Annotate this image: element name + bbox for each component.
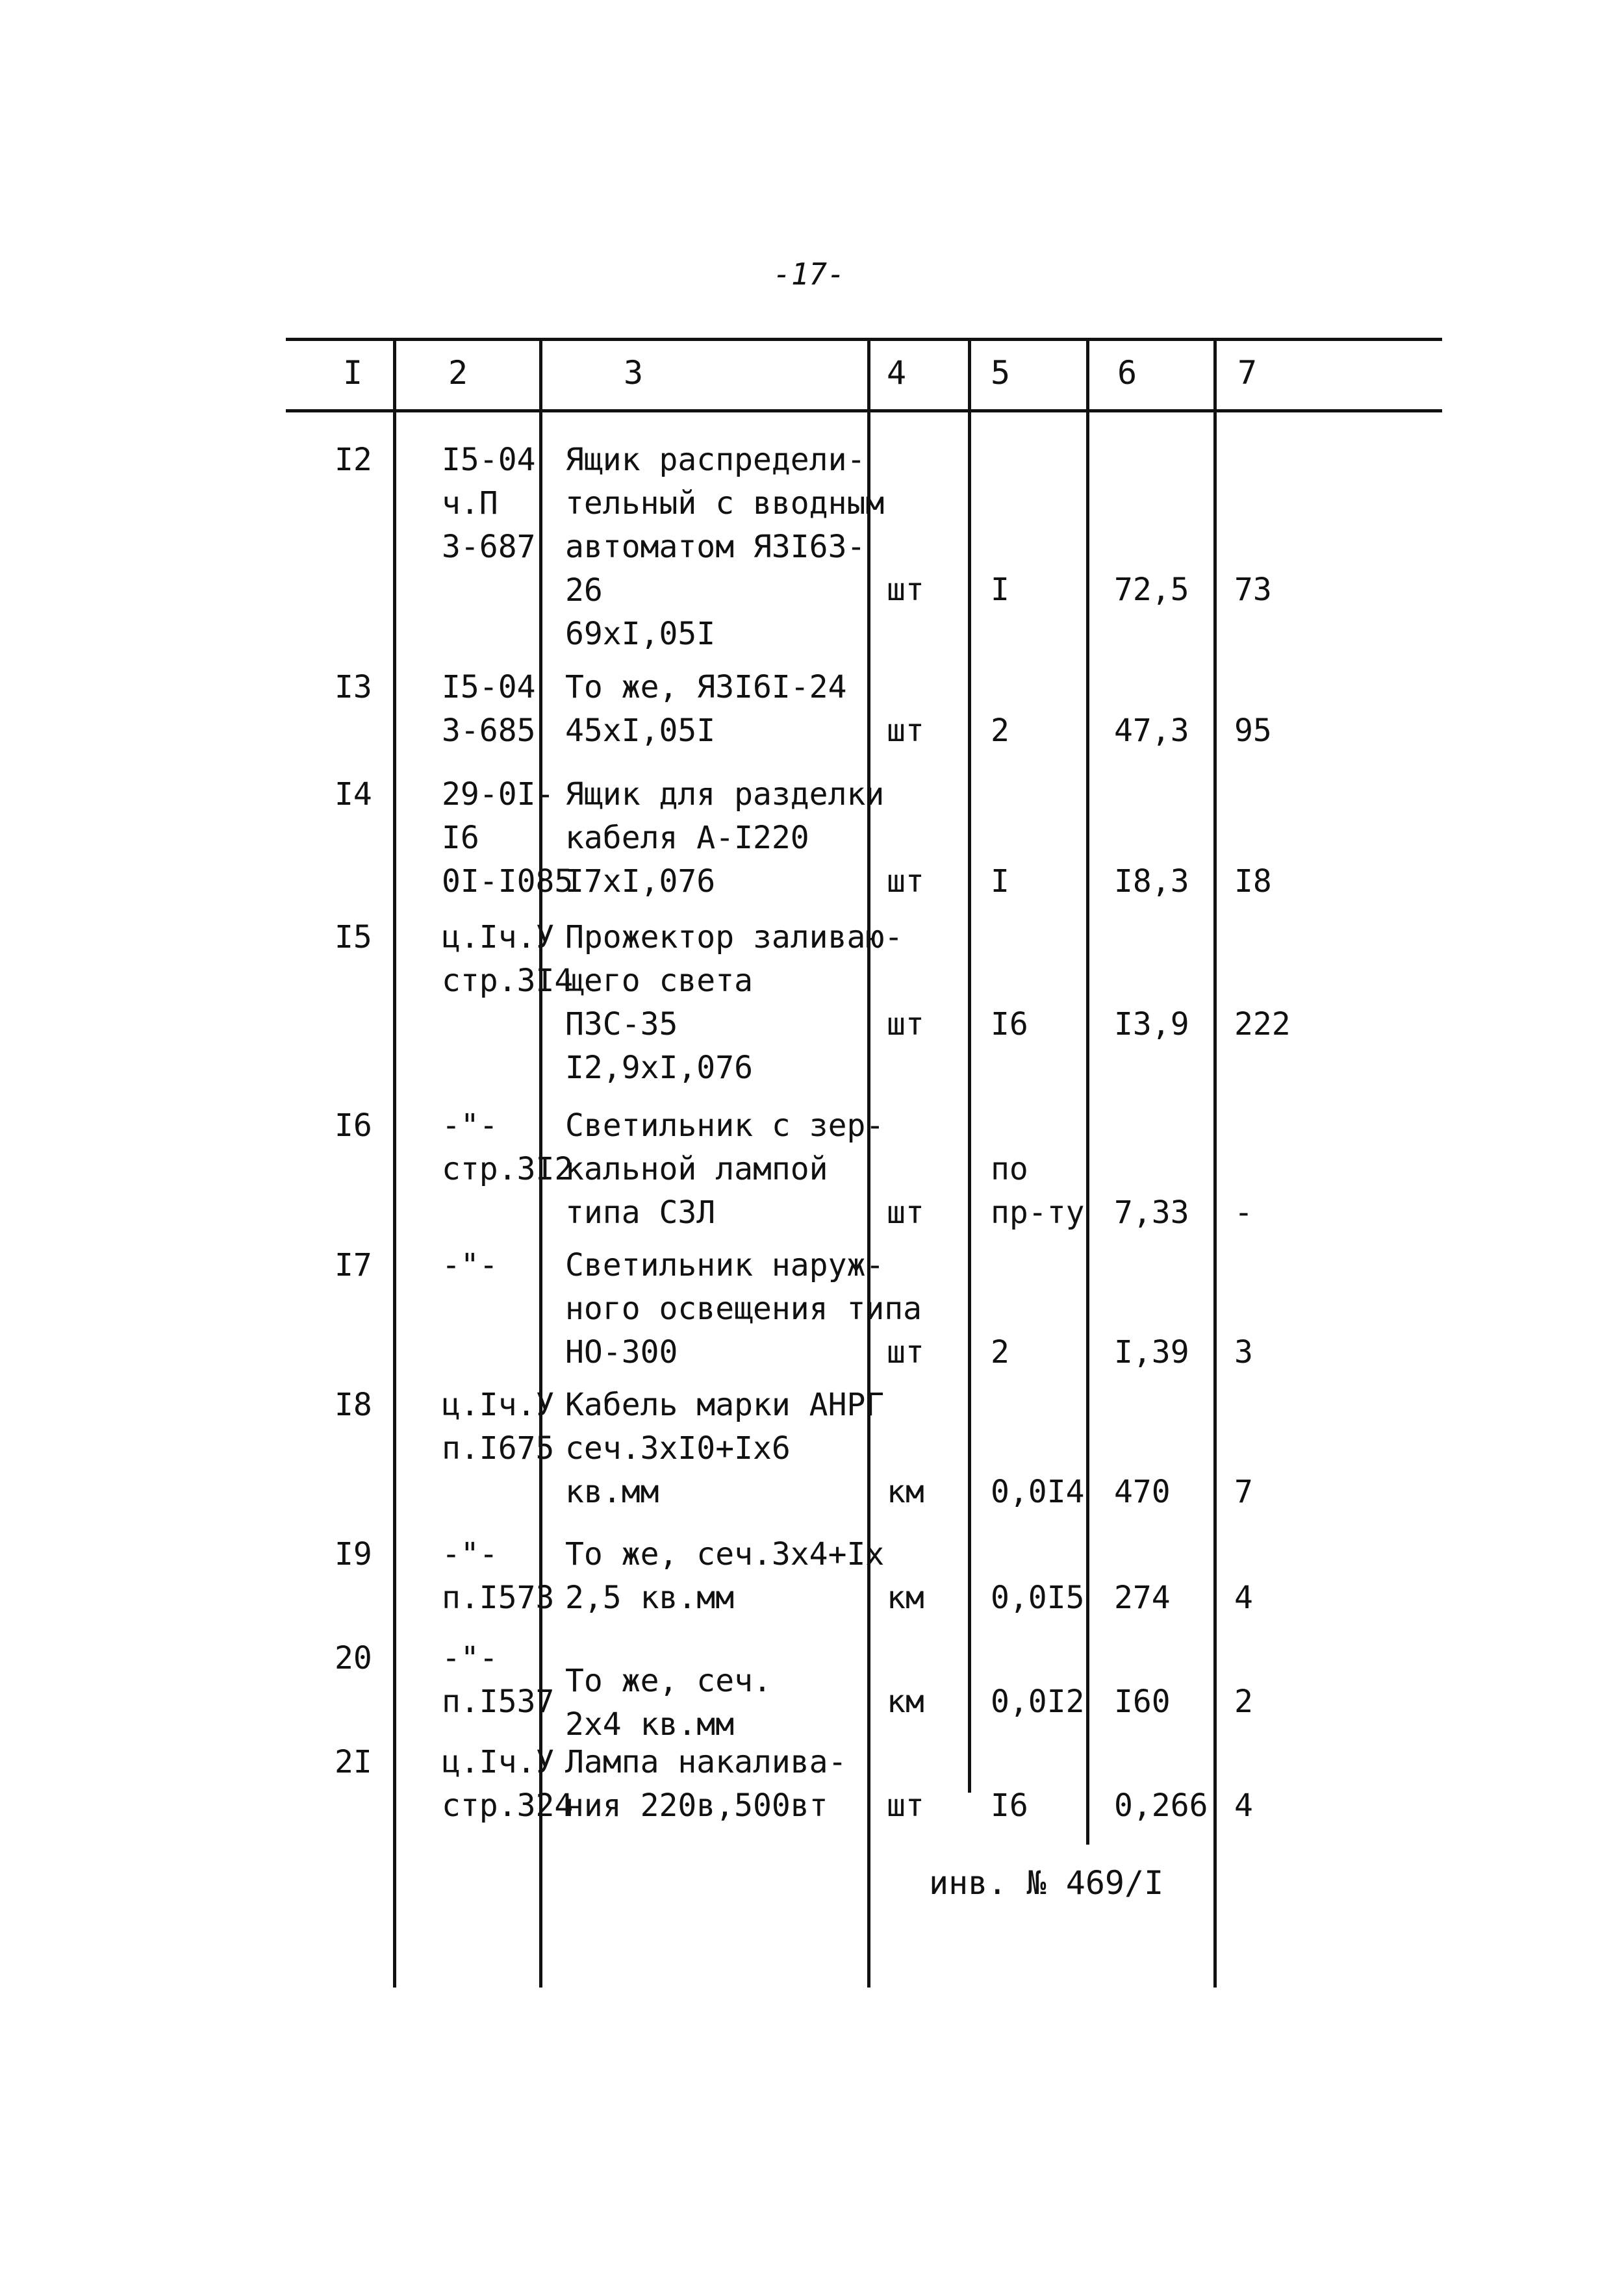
- row-8-col-1: I9: [335, 1536, 372, 1572]
- row-4-col-1: I5: [335, 919, 372, 955]
- row-7-col-4: км: [887, 1474, 924, 1510]
- col-divider-1: [393, 338, 396, 1988]
- row-9-col-5: 0,0I2: [991, 1684, 1085, 1720]
- row-9-col-1: 20: [335, 1640, 372, 1676]
- column-header-4: 4: [887, 354, 907, 392]
- row-1-col-3: Ящик распредели- тельный с вводным автоматом ЯЗI63- 26 69xI,05I: [565, 442, 885, 652]
- row-5-col-2: -"- стр.3I2: [442, 1107, 574, 1187]
- row-9-col-7: 2: [1234, 1684, 1253, 1720]
- row-3-col-1: I4: [335, 776, 372, 813]
- row-4-col-5: I6: [991, 1006, 1028, 1042]
- row-1-col-1: I2: [335, 442, 372, 478]
- row-10-col-4: шт: [887, 1787, 924, 1824]
- row-9-col-3: То же, сеч. 2x4 кв.мм: [565, 1663, 772, 1743]
- row-10-col-7: 4: [1234, 1787, 1253, 1824]
- row-10-col-3: Лампа накалива- ния 220в,500вт: [565, 1744, 847, 1824]
- column-header-5: 5: [991, 354, 1011, 392]
- row-2-col-1: I3: [335, 669, 372, 705]
- col-divider-5: [1086, 338, 1089, 1845]
- row-4-col-2: ц.Iч.У стр.3I4: [442, 919, 574, 999]
- row-8-col-2: -"- п.I573: [442, 1536, 555, 1616]
- row-4-col-4: шт: [887, 1006, 924, 1042]
- row-8-col-5: 0,0I5: [991, 1580, 1085, 1616]
- top-rule: [286, 338, 1442, 341]
- row-7-col-6: 470: [1114, 1474, 1171, 1510]
- row-3-col-3: Ящик для разделки кабеля А-I220 I7xI,076: [565, 776, 885, 900]
- col-divider-6: [1213, 338, 1217, 1988]
- row-2-col-3: То же, ЯЗI6I-24 45xI,05I: [565, 669, 847, 749]
- page-number: -17-: [773, 257, 845, 292]
- row-1-col-6: 72,5: [1114, 572, 1189, 608]
- row-4-col-3: Прожектор заливаю- щего света ПЗС-35 I2,9xI,076: [565, 919, 904, 1086]
- column-header-6: 6: [1117, 354, 1137, 392]
- column-header-7: 7: [1237, 354, 1258, 392]
- row-10-col-1: 2I: [335, 1744, 372, 1780]
- row-8-col-3: То же, сеч.3x4+Ix 2,5 кв.мм: [565, 1536, 885, 1616]
- row-2-col-7: 95: [1234, 713, 1272, 749]
- row-10-col-2: ц.Iч.У стр.324: [442, 1744, 574, 1824]
- row-3-col-4: шт: [887, 863, 924, 900]
- row-4-col-6: I3,9: [1114, 1006, 1189, 1042]
- row-7-col-1: I8: [335, 1387, 372, 1423]
- row-2-col-5: 2: [991, 713, 1009, 749]
- row-1-col-2: I5-04 ч.П 3-687: [442, 442, 536, 565]
- row-6-col-2: -"-: [442, 1247, 498, 1283]
- row-3-col-6: I8,3: [1114, 863, 1189, 900]
- row-2-col-4: шт: [887, 713, 924, 749]
- row-9-col-4: км: [887, 1684, 924, 1720]
- row-6-col-5: 2: [991, 1334, 1009, 1370]
- row-2-col-6: 47,3: [1114, 713, 1189, 749]
- row-5-col-3: Светильник с зер- кальной лампой типа СЗЛ: [565, 1107, 885, 1231]
- row-8-col-4: км: [887, 1580, 924, 1616]
- row-6-col-6: I,39: [1114, 1334, 1189, 1370]
- column-header-1: I: [343, 354, 363, 392]
- row-5-col-7: -: [1234, 1194, 1253, 1231]
- row-4-col-7: 222: [1234, 1006, 1291, 1042]
- col-divider-4: [968, 338, 971, 1793]
- inventory-number: инв. № 469/I: [929, 1864, 1164, 1902]
- row-6-col-1: I7: [335, 1247, 372, 1283]
- row-6-col-7: 3: [1234, 1334, 1253, 1370]
- row-1-col-4: шт: [887, 572, 924, 608]
- row-10-col-5: I6: [991, 1787, 1028, 1824]
- row-5-col-4: шт: [887, 1194, 924, 1231]
- row-3-col-7: I8: [1234, 863, 1272, 900]
- row-2-col-2: I5-04 3-685: [442, 669, 536, 749]
- row-3-col-5: I: [991, 863, 1009, 900]
- row-8-col-6: 274: [1114, 1580, 1171, 1616]
- row-7-col-7: 7: [1234, 1474, 1253, 1510]
- row-3-col-2: 29-0I- I6 0I-I085: [442, 776, 574, 900]
- header-rule: [286, 409, 1442, 412]
- row-7-col-5: 0,0I4: [991, 1474, 1085, 1510]
- column-header-2: 2: [448, 354, 468, 392]
- row-1-col-5: I: [991, 572, 1009, 608]
- row-5-col-1: I6: [335, 1107, 372, 1144]
- row-8-col-7: 4: [1234, 1580, 1253, 1616]
- row-5-col-5: по пр-ту: [991, 1151, 1085, 1231]
- column-header-3: 3: [624, 354, 644, 392]
- row-6-col-3: Светильник наруж- ного освещения типа НО-300: [565, 1247, 922, 1370]
- row-6-col-4: шт: [887, 1334, 924, 1370]
- row-10-col-6: 0,266: [1114, 1787, 1208, 1824]
- row-1-col-7: 73: [1234, 572, 1272, 608]
- row-5-col-6: 7,33: [1114, 1194, 1189, 1231]
- row-7-col-2: ц.Iч.У п.I675: [442, 1387, 555, 1467]
- row-9-col-2: -"- п.I537: [442, 1640, 555, 1720]
- row-7-col-3: Кабель марки АНРГ сеч.3xI0+Ix6 кв.мм: [565, 1387, 885, 1510]
- row-9-col-6: I60: [1114, 1684, 1171, 1720]
